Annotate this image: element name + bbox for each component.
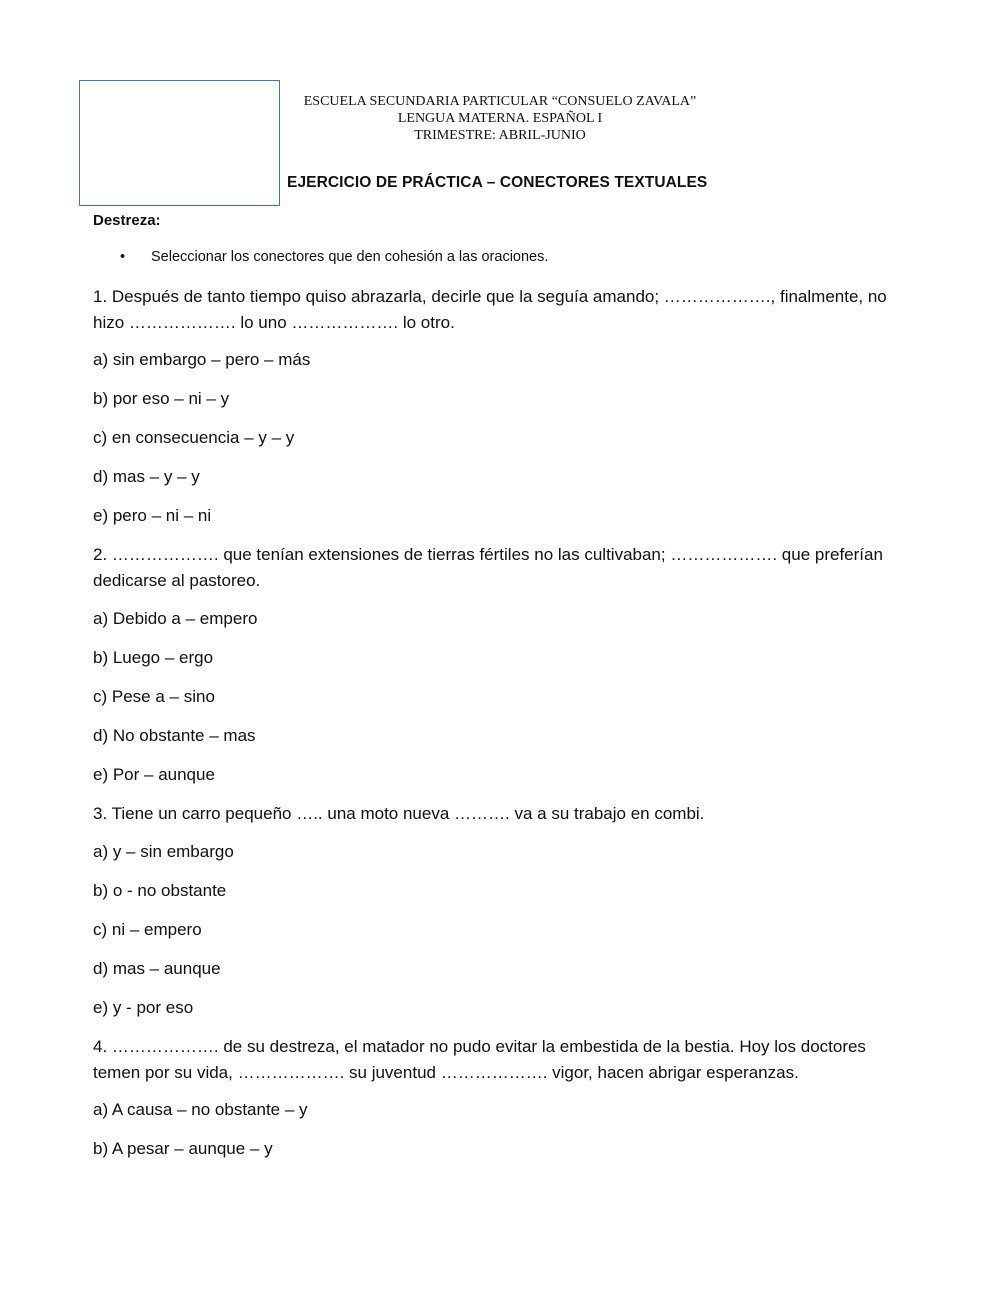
option-2b[interactable]: b) Luego – ergo	[93, 648, 214, 667]
option-3b[interactable]: b) o - no obstante	[93, 881, 227, 900]
option-3e[interactable]: e) y - por eso	[93, 998, 194, 1017]
question-2: 2. ………………. que tenían extensiones de tierras fértiles no las cultivaban; ………………. que preferían dedicarse al pastoreo.	[93, 545, 883, 590]
term-label: TRIMESTRE: ABRIL-JUNIO	[414, 128, 586, 143]
option-1c[interactable]: c) en consecuencia – y – y	[93, 428, 295, 447]
option-4b[interactable]: b) A pesar – aunque – y	[93, 1139, 273, 1158]
school-name: ESCUELA SECUNDARIA PARTICULAR “CONSUELO ZAVALA”	[303, 94, 697, 109]
option-1d[interactable]: d) mas – y – y	[93, 467, 200, 486]
option-1e[interactable]: e) pero – ni – ni	[93, 506, 212, 525]
question-1: 1. Después de tanto tiempo quiso abrazarla, decirle que la seguía amando; ………………., finalmente, no hizo ………………. lo uno ………………. lo otro.	[93, 287, 887, 332]
skill-bullet-text: Seleccionar los conectores que den cohesión a las oraciones.	[151, 249, 549, 265]
option-2e[interactable]: e) Por – aunque	[93, 765, 215, 784]
exercise-title: EJERCICIO DE PRÁCTICA – CONECTORES TEXTUALES	[287, 174, 708, 191]
subject-name: LENGUA MATERNA. ESPAÑOL I	[397, 111, 603, 126]
option-2d[interactable]: d) No obstante – mas	[93, 726, 256, 745]
question-3: 3. Tiene un carro pequeño ….. una moto nueva ………. va a su trabajo en combi.	[93, 804, 705, 823]
option-3d[interactable]: d) mas – aunque	[93, 959, 221, 978]
school-header	[290, 93, 710, 144]
option-1b[interactable]: b) por eso – ni – y	[93, 389, 230, 408]
logo-placeholder	[79, 80, 280, 206]
option-3a[interactable]: a) y – sin embargo	[93, 842, 234, 861]
option-3c[interactable]: c) ni – empero	[93, 920, 202, 939]
option-2a[interactable]: a) Debido a – empero	[93, 609, 258, 628]
bullet-icon: •	[120, 249, 126, 265]
question-4: 4. ………………. de su destreza, el matador no pudo evitar la embestida de la bestia. Hoy los doctores temen por su vida, ………………. su juventud ………………. vigor, hacen abrigar esperanzas.	[93, 1037, 866, 1082]
skill-label: Destreza:	[93, 212, 161, 229]
option-1a[interactable]: a) sin embargo – pero – más	[93, 350, 311, 369]
option-2c[interactable]: c) Pese a – sino	[93, 687, 215, 706]
option-4a[interactable]: a) A causa – no obstante – y	[93, 1100, 308, 1119]
